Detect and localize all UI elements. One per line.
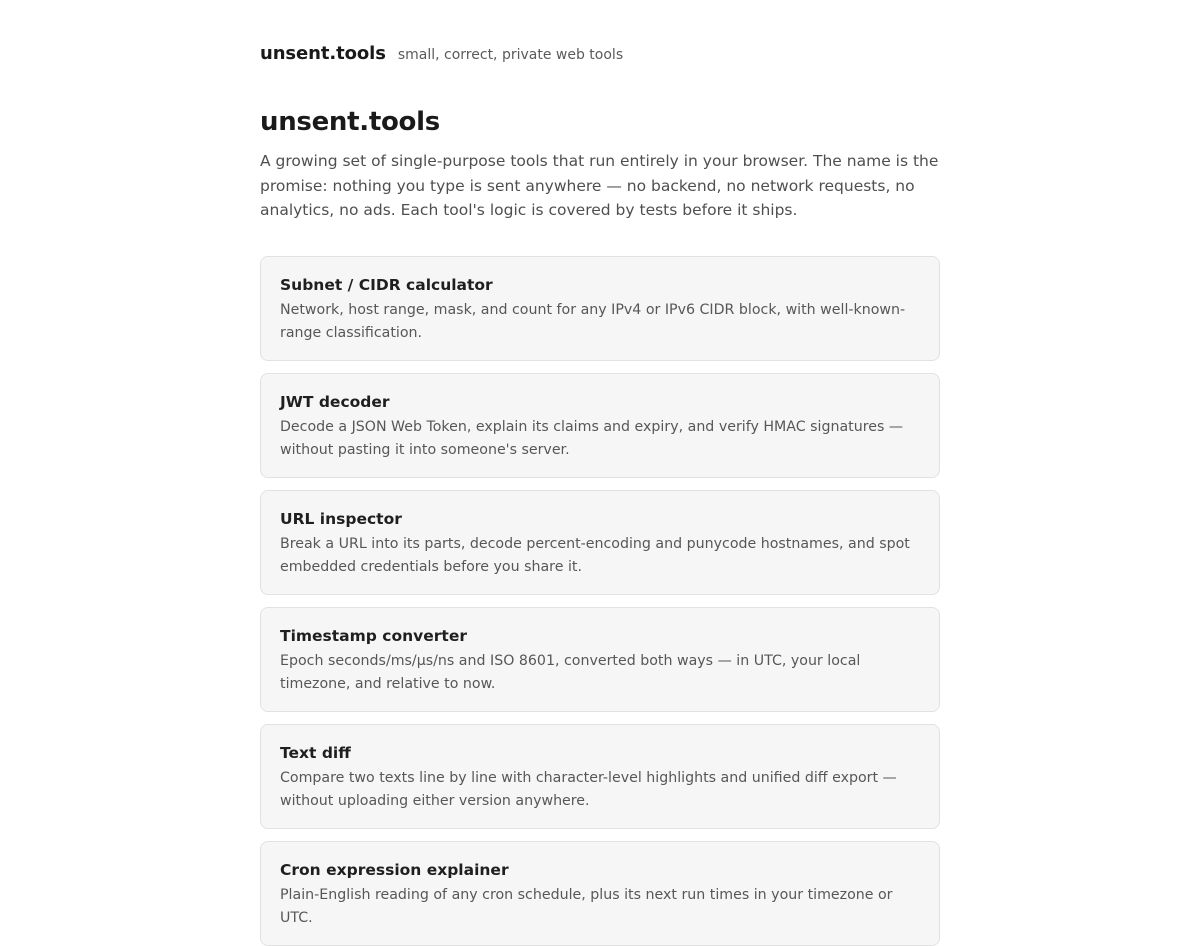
tool-card-jwt-decoder[interactable] (260, 373, 940, 478)
tool-description: Plain-English reading of any cron schedule, plus its next run times in your timezone or UTC. (280, 886, 893, 926)
page-title: unsent.tools (260, 107, 440, 137)
tool-card-cron-expression-explainer[interactable] (260, 841, 940, 946)
tool-description: Decode a JSON Web Token, explain its claims and expiry, and verify HMAC signatures — without pasting it into someone's server. (280, 418, 904, 458)
tool-card-url-inspector[interactable] (260, 490, 940, 595)
site-header (260, 43, 940, 69)
tool-card-text-diff[interactable] (260, 724, 940, 829)
intro-text: A growing set of single-purpose tools that run entirely in your browser. The name is the promise: nothing you type is sent anywhere — no backend, no network requests, no analytics, no ads. Each tool's logic is covered by tests before it ships. (260, 152, 939, 219)
tool-name: Timestamp converter (280, 626, 467, 645)
tool-card-subnet-cidr-calculator[interactable] (260, 256, 940, 361)
tool-name: Text diff (280, 743, 351, 762)
tool-name: JWT decoder (280, 392, 390, 411)
tool-description: Break a URL into its parts, decode percent-encoding and punycode hostnames, and spot embedded credentials before you share it. (280, 535, 910, 575)
tool-name: Subnet / CIDR calculator (280, 275, 493, 294)
tool-name: Cron expression explainer (280, 860, 509, 879)
site-tagline: small, correct, private web tools (397, 47, 624, 63)
tool-card-timestamp-converter[interactable] (260, 607, 940, 712)
page (260, 0, 940, 946)
tool-list (260, 256, 940, 946)
tool-description: Epoch seconds/ms/μs/ns and ISO 8601, converted both ways — in UTC, your local timezone, and relative to now. (280, 652, 861, 692)
brand-link[interactable]: unsent.tools (260, 43, 386, 64)
tool-name: URL inspector (280, 509, 402, 528)
tool-description: Compare two texts line by line with character-level highlights and unified diff export — without uploading either version anywhere. (280, 769, 897, 809)
tool-description: Network, host range, mask, and count for any IPv4 or IPv6 CIDR block, with well-known-range classification. (280, 301, 906, 341)
